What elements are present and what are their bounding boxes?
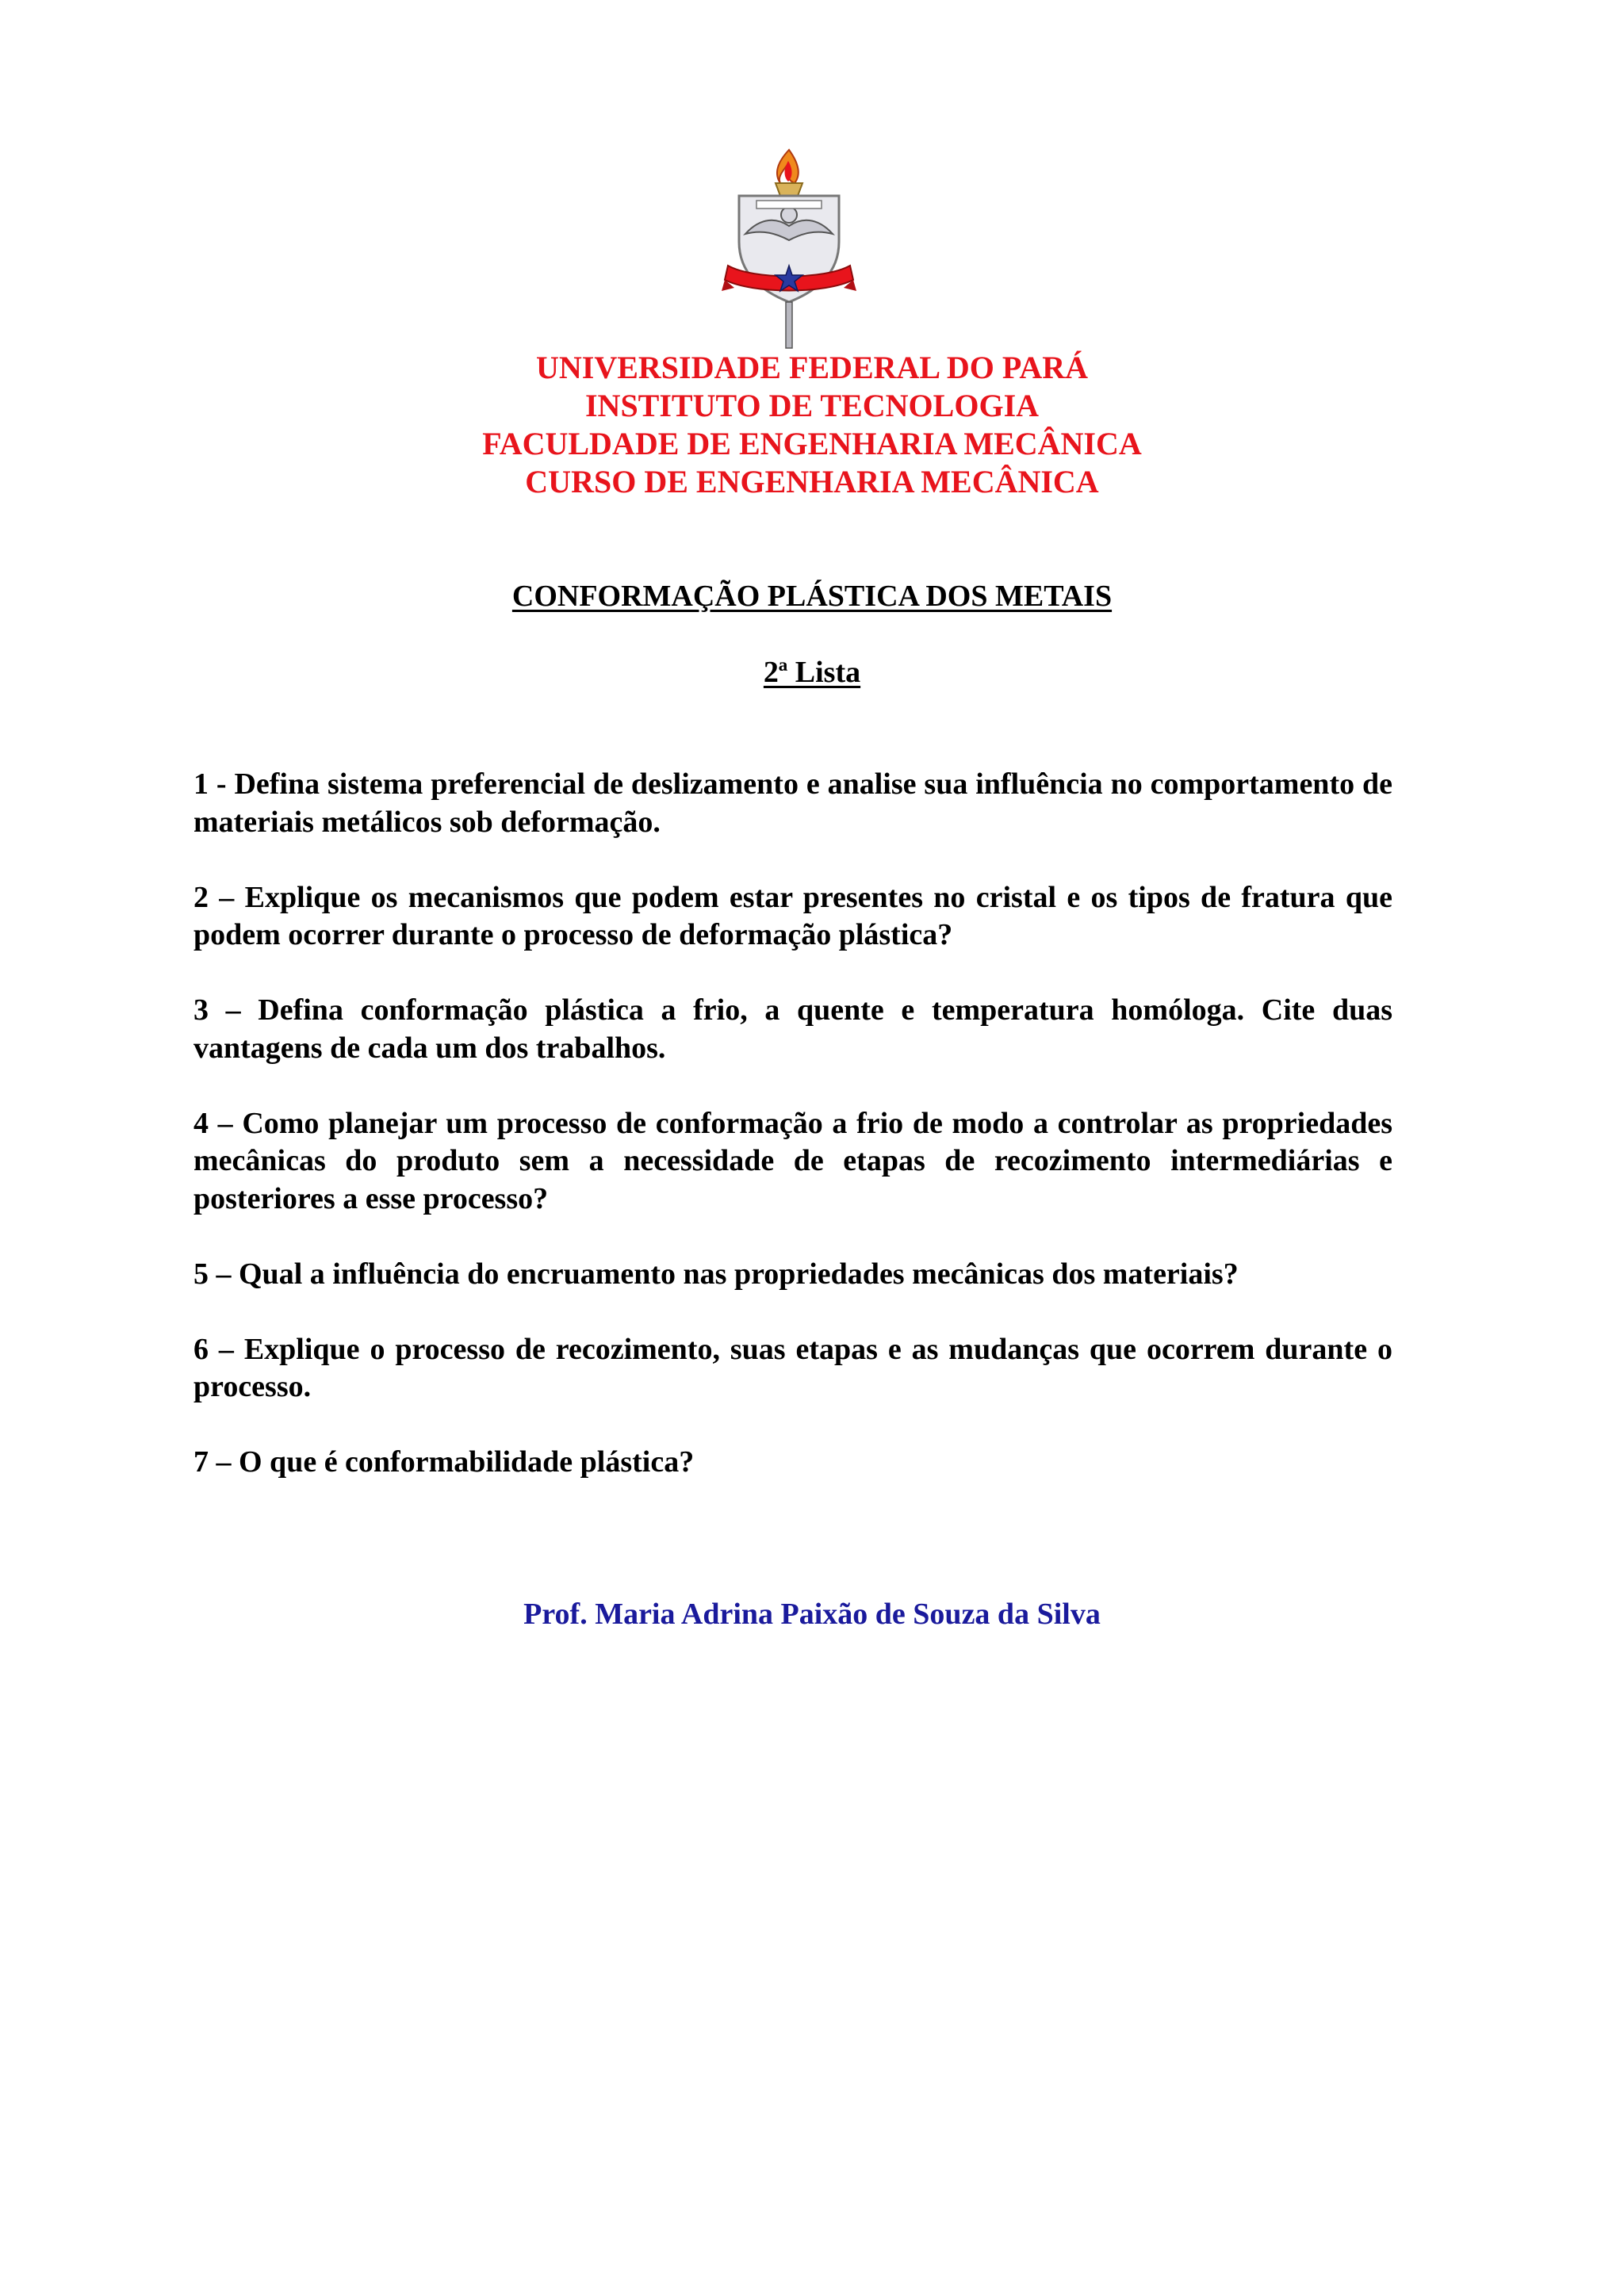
document-subtitle [0,655,1624,690]
document-subtitle-text: 2ª Lista [763,656,861,689]
institute-name: INSTITUTO DE TECNOLOGIA [584,388,1040,423]
university-name: UNIVERSIDADE FEDERAL DO PARÁ [536,350,1088,385]
question-3: 3 – Defina conformação plástica a frio, a quente e temperatura homóloga. Cite duas vantagens de cada um dos trabalhos. [193,993,1392,1065]
question-7: 7 – O que é conformabilidade plástica? [193,1445,695,1479]
university-crest-icon [722,147,856,353]
question-2: 2 – Explique os mecanismos que podem estar presentes no cristal e os tipos de fratura que podem ocorrer durante o processo de deformação plástica? [193,880,1392,951]
faculty-name: FACULDADE DE ENGENHARIA MECÂNICA [482,426,1142,461]
document-title-text: CONFORMAÇÃO PLÁSTICA DOS METAIS [511,580,1113,613]
question-6: 6 – Explique o processo de recozimento, suas etapas e as mudanças que ocorrem durante o processo. [193,1332,1392,1403]
question-5: 5 – Qual a influência do encruamento nas propriedades mecânicas dos materiais? [193,1257,1239,1291]
document-title [0,579,1624,614]
question-list [193,766,1392,1519]
institution-header [0,349,1624,501]
professor-signature: Prof. Maria Adrina Paixão de Souza da Silva [523,1598,1101,1631]
course-name: CURSO DE ENGENHARIA MECÂNICA [525,464,1099,499]
question-4: 4 – Como planejar um processo de conformação a frio de modo a controlar as propriedades mecânicas do produto sem a necessidade de etapas de recozimento intermediárias e posteriores a esse processo? [193,1106,1392,1215]
question-1: 1 - Defina sistema preferencial de deslizamento e analise sua influência no comportamento de materiais metálicos sob deformação. [193,767,1392,839]
